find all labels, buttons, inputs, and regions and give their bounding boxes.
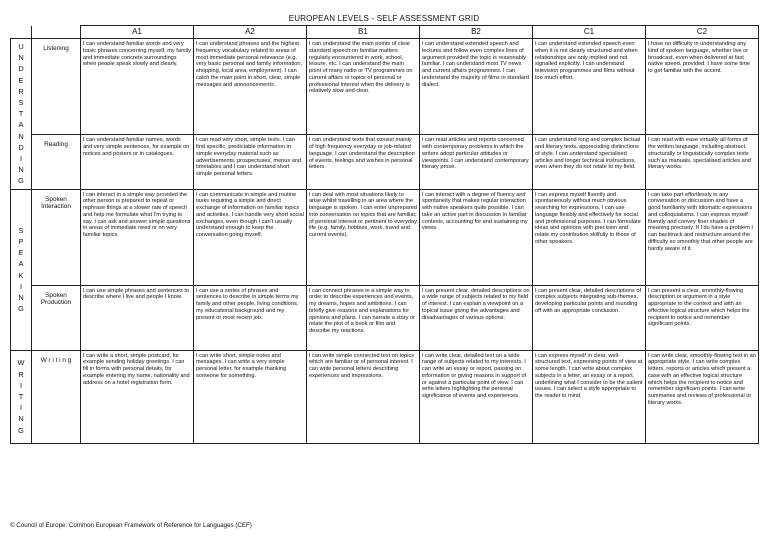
row-listening — [11, 39, 759, 135]
interaction-b2: I can interact with a degree of fluency and spontaneity that makes regular interaction with native speakers quite possible. I can take an active part in discussion in familiar contexts, accounting for and sustaining my views. — [420, 189, 533, 285]
document-title: EUROPEAN LEVELS - SELF ASSESSMENT GRID — [288, 14, 480, 23]
level-header-b2: B2 — [420, 26, 533, 39]
writing-a2: I can write short, simple notes and messages. I can write a very simple personal letter, for example thanking someone for something. — [194, 350, 307, 443]
production-a2: I can use a series of phrases and sentences to describe in simple terms my family and other people, living conditions, my educational background and my present or most recent job. — [194, 285, 307, 350]
interaction-a2: I can communicate in simple and routine tasks requiring a simple and direct exchange of information on familiar topics and activities. I can handle very short social exchanges, even though I can't usually understand enough to keep the conversation going myself. — [194, 189, 307, 285]
level-header-row — [11, 26, 759, 39]
reading-a2: I can read very short, simple texts. I can find specific, predictable information in simple everyday material such as advertisements, prospectuses, menus and timetables and I can understand short simple personal letters. — [194, 135, 307, 189]
listening-c1: I can understand extended speech even when it is not clearly structured and when relationships are only implied and not signalled explicitly. I can understand television programmes and films without too much effort. — [533, 39, 646, 135]
group-speaking-label: S P E A K I N G — [18, 225, 24, 314]
copyright-footer: © Council of Europe: Common European Framework of Reference for Languages (CEF) — [10, 522, 252, 529]
listening-c2: I have no difficulty in understanding any kind of spoken language, whether live or broadcast, even when delivered at fast native speed, provided. I have some time to get familiar with the accent. — [646, 39, 759, 135]
level-header-b1: B1 — [307, 26, 420, 39]
reading-b1: I can understand texts that consist mainly of high frequency everyday or job-related language. I can understand the description of events, feelings and wishes in personal letters. — [307, 135, 420, 189]
reading-c1: I can understand long and complex factual and literary texts, appreciating distinctions of style. I can understand specialised articles and longer technical instructions, even when they do not relate to my field. — [533, 135, 646, 189]
skill-listening: Listening — [32, 39, 81, 135]
level-header-a1: A1 — [81, 26, 194, 39]
group-understanding-label: U N D E R S T A N D I N G — [18, 42, 24, 186]
level-header-c1: C1 — [533, 26, 646, 39]
reading-b2: I can read articles and reports concerned with contemporary problems in which the writers adopt particular attitudes or viewpoints. I can understand contemporary literary prose. — [420, 135, 533, 189]
header-corner — [11, 26, 32, 39]
listening-b1: I can understand the main points of clear standard speech on familiar matters regularly encountered in work, school, leisure, etc. I can understand the main point of many radio or TV programmes on current affairs or topics of personal or professional interest when the delivery is relatively slow and clear. — [307, 39, 420, 135]
level-header-c2: C2 — [646, 26, 759, 39]
row-reading — [11, 135, 759, 189]
row-spoken-production — [11, 285, 759, 350]
listening-b2: I can understand extended speech and lectures and follow even complex lines of argument provided the topic is reasonably familiar. I can understand most TV news and current affairs programmes. I can understand the majority of films in standard dialect. — [420, 39, 533, 135]
production-a1: I can use simple phrases and sentences to describe where I live and people I know. — [81, 285, 194, 350]
listening-a1: I can understand familiar words and very basic phrases concerning myself, my family and immediate concrete surroundings when people speak slowly and clearly. — [81, 39, 194, 135]
production-c1: I can present clear, detailed descriptions of complex subjects integrating sub-themes, developing particular points and rounding off with an appropriate conclusion. — [533, 285, 646, 350]
writing-b1: I can write simple connected text on topics which are familiar or of personal interest. I can write personal letters describing experiences and impressions. — [307, 350, 420, 443]
interaction-c2: I can take part effortlessly in any conversation or discussion and have a good familiarity with idiomatic expressions and colloquialisms. I can express myself fluently and convey finer shades of meaning precisely. If I do have a problem I can backtrack and restructure around the difficulty so smoothly that other people are hardly aware of it. — [646, 189, 759, 285]
skill-reading: Reading — [32, 135, 81, 189]
production-b1: I can connect phrases in a simple way in order to describe experiences and events, my dreams, hopes and ambitions. I can briefly give reasons and explanations for opinions and plans. I can narrate a story or relate the plot of a book or film and describe my reactions. — [307, 285, 420, 350]
row-spoken-interaction — [11, 189, 759, 285]
self-assessment-grid — [10, 25, 759, 444]
level-header-a2: A2 — [194, 26, 307, 39]
listening-a2: I can understand phrases and the highest frequency vocabulary related to areas of most immediate personal relevance (e.g. very basic personal and family information, shopping, local area, employment). I can catch the main point in short, clear, simple messages and announcements. — [194, 39, 307, 135]
interaction-b1: I can deal with most situations likely to arise whilst travelling in an area where the language is spoken. I can enter unprepared into conversation on topics that are familiar, of personal interest or pertinent to everyday life (e.g. family, hobbies, work, travel and current events). — [307, 189, 420, 285]
reading-c2: I can read with ease virtually all forms of the written language, including abstract, structurally or linguistically complex texts such as manuals, specialised articles and literary works. — [646, 135, 759, 189]
group-speaking — [11, 189, 32, 350]
skill-spoken-production: Spoken Production — [32, 285, 81, 350]
group-understanding — [11, 39, 32, 190]
row-writing — [11, 350, 759, 443]
writing-c1: I can express myself in clear, well-structured text, expressing points of view at some length. I can write about complex subjects in a letter, an essay or a report, underlining what I consider to be the salient issues. I can select a style appropriate to the reader in mind. — [533, 350, 646, 443]
writing-c2: I can write clear, smoothly-flowing text in an appropriate style. I can write complex letters, reports or articles which present a case with an effective logical structure which helps the recipient to notice and remember significant points. I can write summaries and reviews of professional or literary works. — [646, 350, 759, 443]
header-corner — [32, 26, 81, 39]
production-b2: I can present clear, detailed descriptions on a wide range of subjects related to my field of interest. I can explain a viewpoint on a topical issue giving the advantages and disadvantages of various options. — [420, 285, 533, 350]
production-c2: I can present a clear, smoothly-flowing description or argument in a style appropriate to the context and with an effective logical structure which helps the recipient to notice and remember significant points. — [646, 285, 759, 350]
writing-a1: I can write a short, simple postcard, for example sending holiday greetings. I can fill in forms with personal details, for example entering my name, nationality and address on a hotel registration form. — [81, 350, 194, 443]
reading-a1: I can understand familiar names, words and very simple sentences, for example on notices and posters or in catalogues. — [81, 135, 194, 189]
skill-spoken-interaction: Spoken Interaction — [32, 189, 81, 285]
skill-writing: W r i t i n g — [32, 350, 81, 443]
group-writing — [11, 350, 32, 443]
interaction-c1: I can express myself fluently and spontaneously without much obvious searching for expressions. I can use language flexibly and effectively for social and professional purposes. I can formulate ideas and opinions with precision and relate my contribution skilfully to those of other speakers. — [533, 189, 646, 285]
writing-b2: I can write clear, detailed text on a wide range of subjects related to my interests. I can write an essay or report, passing on information or giving reasons in support of or against a particular point of view. I can write letters highlighting the personal significance of events and experiences. — [420, 350, 533, 443]
interaction-a1: I can interact in a simple way provided the other person is prepared to repeat or rephrase things at a slower rate of speech and help me formulate what I'm trying to say. I can ask and answer simple questions in areas of immediate need or on very familiar topics. — [81, 189, 194, 285]
group-writing-label: W R I T I N G — [17, 358, 25, 435]
